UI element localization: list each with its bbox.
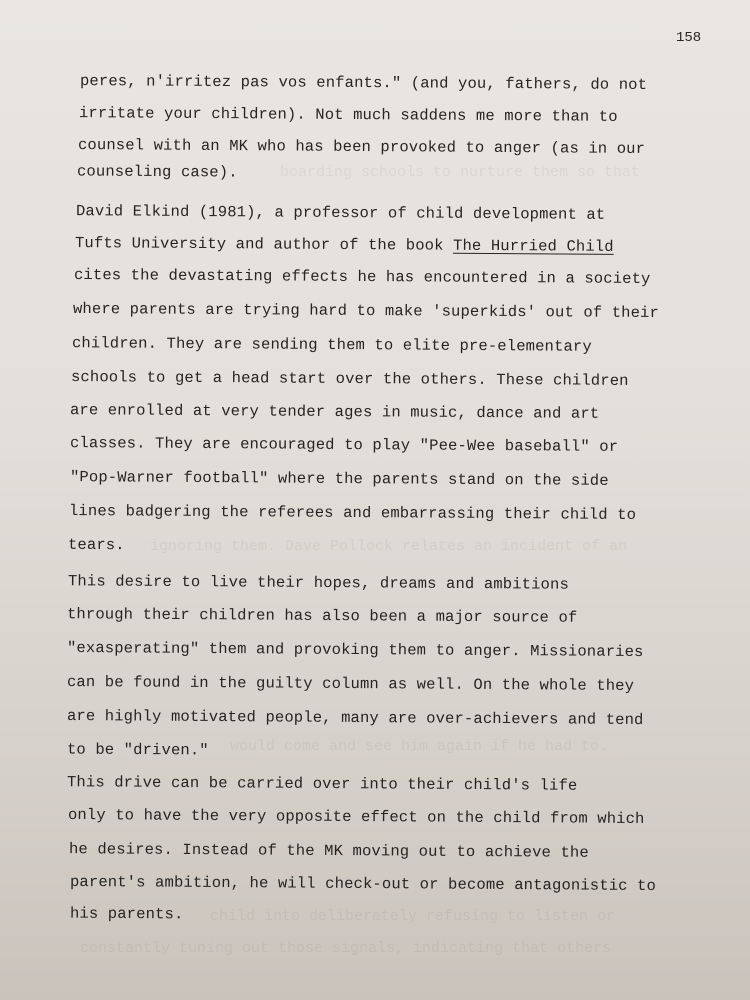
text-line: through their children has also been a major source of xyxy=(66,605,578,627)
text-line: counseling case). xyxy=(76,162,238,182)
text-line: are enrolled at very tender ages in music, dance and art xyxy=(69,401,600,423)
text-line: can be found in the guilty column as well. On the whole they xyxy=(66,673,635,695)
text-line: classes. They are encouraged to play "Pee-Wee baseball" or xyxy=(69,434,619,456)
text-line: lines badgering the referees and embarrassing their child to xyxy=(68,502,637,524)
text-line: children. They are sending them to elite pre-elementary xyxy=(71,334,592,356)
bleed-through-text: boarding schools to nurture them so that xyxy=(280,164,641,181)
text-line: where parents are trying hard to make 'superkids' out of their xyxy=(72,299,660,323)
bleed-through-text: ignoring them. Dave Pollock relates an incident of an xyxy=(150,538,628,555)
text-line xyxy=(75,234,614,256)
text-line: his parents. xyxy=(69,904,184,924)
text-line: peres, n'irritez pas vos enfants." (and you, fathers, do not xyxy=(79,72,648,94)
bleed-through-text: child into deliberately refusing to listen or xyxy=(210,908,616,925)
book-title: The Hurried Child xyxy=(452,236,614,256)
text-line: to be "driven." xyxy=(66,740,209,760)
text-segment: Tufts University and author of the book xyxy=(74,234,454,255)
bleed-through-text: constantly tuning out those signals, indicating that others xyxy=(80,940,612,957)
text-line: This drive can be carried over into their child's life xyxy=(66,773,578,795)
text-line: "exasperating" them and provoking them to anger. Missionaries xyxy=(66,638,644,662)
text-line: he desires. Instead of the MK moving out to achieve the xyxy=(68,840,589,862)
text-line: cites the devastating effects he has encountered in a society xyxy=(73,265,651,289)
text-line: "Pop-Warner football" where the parents stand on the side xyxy=(69,468,609,490)
text-line: are highly motivated people, many are over-achievers and tend xyxy=(66,706,644,730)
text-line: This desire to live their hopes, dreams and ambitions xyxy=(67,572,569,594)
text-line: parent's ambition, he will check-out or become antagonistic to xyxy=(69,872,657,896)
text-line: David Elkind (1981), a professor of child development at xyxy=(75,202,606,224)
bleed-through-text: would come and see him again if he had to. xyxy=(230,738,609,755)
page-number: 158 xyxy=(676,30,702,46)
text-line: tears. xyxy=(67,535,125,555)
text-line: counsel with an MK who has been provoked to anger (as in our xyxy=(77,136,646,158)
text-line: schools to get a head start over the others. These children xyxy=(70,368,629,390)
text-line: only to have the very opposite effect on the child from which xyxy=(67,805,645,829)
text-line: irritate your children). Not much saddens me more than to xyxy=(78,104,618,126)
